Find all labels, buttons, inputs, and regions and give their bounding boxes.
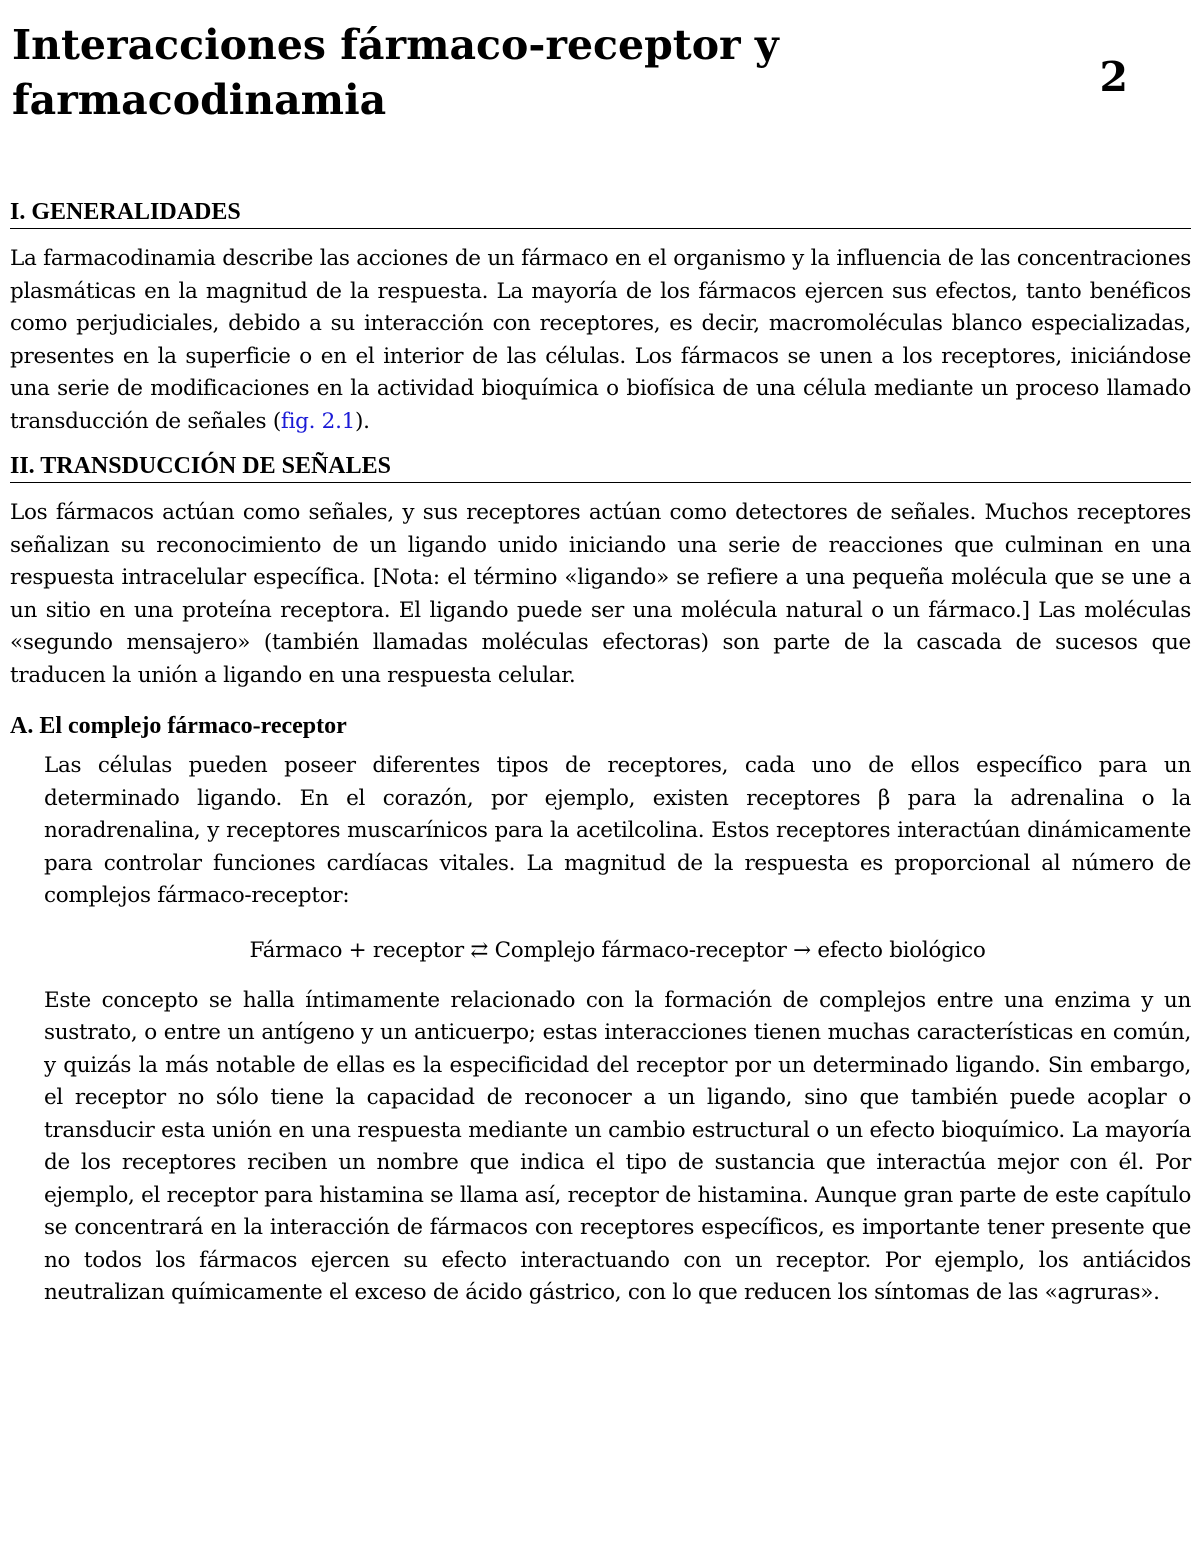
chapter-title: Interacciones fármaco-receptor y farmacodinamia [12,21,779,124]
document-page [10,0,1191,1310]
paragraph-transduccion: Los fármacos actúan como señales, y sus receptores actúan como detectores de señales. Muchos receptores señalizan su reconocimiento de un ligando unido iniciando una serie de reacciones que culminan en una respuesta intracelular específica. [Nota: el término «ligando» se refiere a una pequeña molécula que se une a un sitio en una proteína receptora. El ligando puede ser una molécula natural o un fármaco.] Las moléculas «segundo mensajero» (también llamadas moléculas efectoras) son parte de la cascada de sucesos que traducen la unión a ligando en una respuesta celular. [10,500,1191,688]
section-heading-transduccion: II. TRANSDUCCIÓN DE SEÑALES [10,452,1191,483]
figure-link[interactable]: fig. 2.1 [280,408,355,434]
paragraph-receptores: Las células pueden poseer diferentes tipos de receptores, cada uno de ellos específico para un determinado ligando. En el corazón, por ejemplo, existen receptores β para la adrenalina o la noradrenalina, y receptores muscarínicos para la acetilcolina. Estos receptores interactúan dinámicamente para controlar funciones cardíacas vitales. La magnitud de la respuesta es proporcional al número de complejos fármaco-receptor: [44,753,1191,908]
paragraph-text-end: ). [354,408,370,434]
chapter-header [10,0,1191,150]
section-generalidades [10,198,1191,438]
section-transduccion [10,452,1191,692]
paragraph-concepto: Este concepto se halla íntimamente relacionado con la formación de complejos entre una enzima y un sustrato, o entre un antígeno y un anticuerpo; estas interacciones tienen muchas características en común, y quizás la más notable de ellas es la especificidad del receptor por un determinado ligando. Sin embargo, el receptor no sólo tiene la capacidad de reconocer a un ligando, sino que también puede acoplar o transducir esta unión en una respuesta mediante un cambio estructural o un efecto bioquímico. La mayoría de los receptores reciben un nombre que indica el tipo de sustancia que interactúa mejor con él. Por ejemplo, el receptor para histamina se llama así, receptor de histamina. Aunque gran parte de este capítulo se concentrará en la interacción de fármacos con receptores específicos, es importante tener presente que no todos los fármacos ejercen su efecto interactuando con un receptor. Por ejemplo, los antiácidos neutralizan químicamente el exceso de ácido gástrico, con lo que reducen los síntomas de las «agruras». [44,987,1191,1305]
section-heading-generalidades: I. GENERALIDADES [10,198,1191,229]
paragraph-text: La farmacodinamia describe las acciones de un fármaco en el organismo y la influencia de las concentraciones plasmáticas en la magnitud de la respuesta. La mayoría de los fármacos ejercen sus efectos, tanto benéficos como perjudiciales, debido a su interacción con receptores, es decir, macromoléculas blanco especializadas, presentes en la superficie o en el interior de las células. Los fármacos se unen a los receptores, iniciándose una serie de modificaciones en la actividad bioquímica o biofísica de una célula mediante un proceso llamado transducción de señales ( [10,246,1191,434]
subsection-heading: A. El complejo fármaco-receptor [10,713,347,739]
equation: Fármaco + receptor ⇄ Complejo fármaco-receptor → efecto biológico [249,937,986,963]
subsection-complejo [10,710,1191,1310]
chapter-number: 2 [1099,53,1128,101]
paragraph-generalidades [10,243,1191,438]
